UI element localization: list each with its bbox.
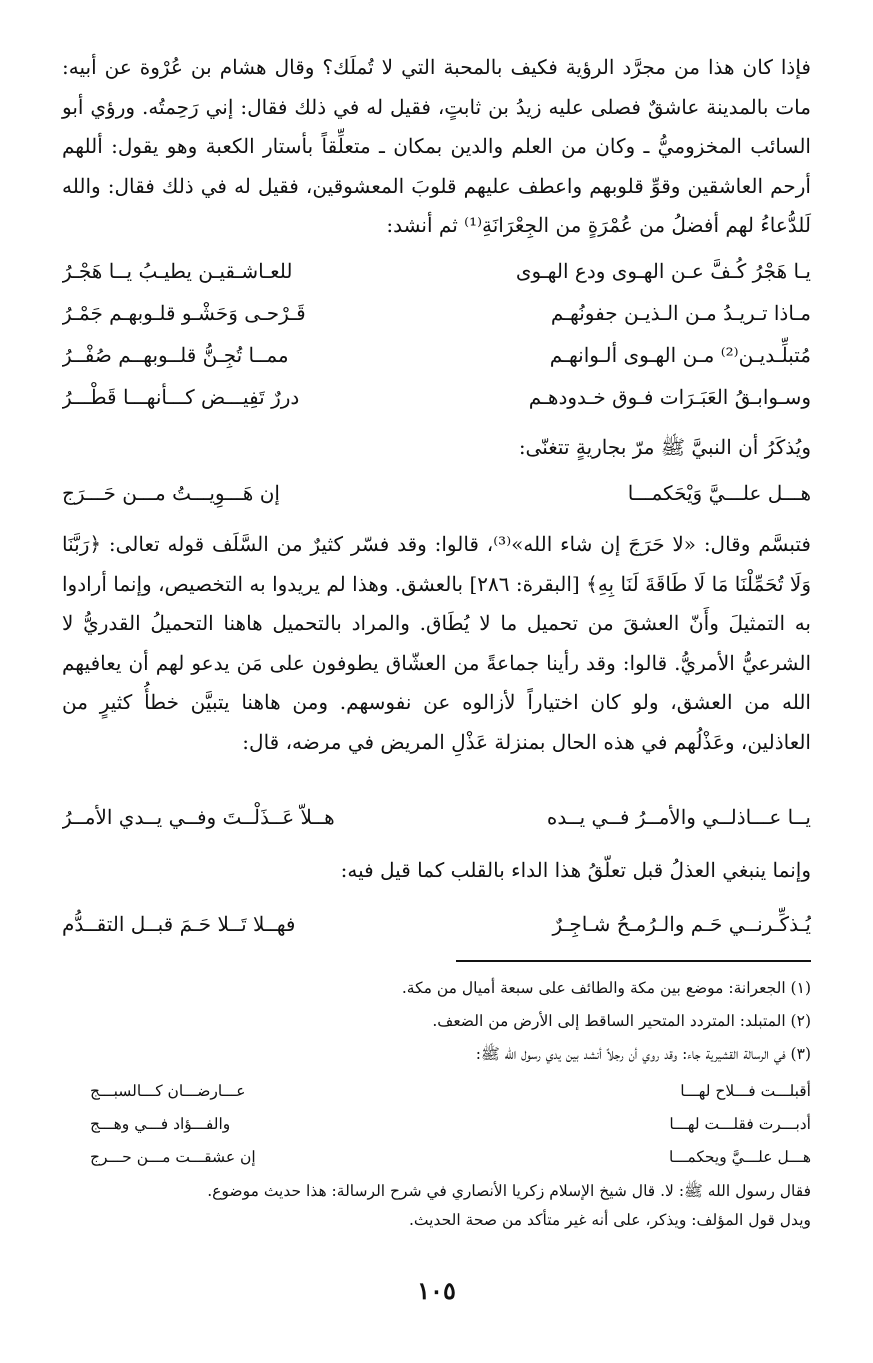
verse-second-hemistich: إن هَـــوِيـــتُ مـــن حَـــرَج [62, 481, 280, 505]
poem-block-2 [62, 472, 811, 514]
footnote-2: (٢) المتبلد: المتردد المتحير الساقط إلى الأرض من الضعف. [432, 1012, 811, 1030]
verse-line [62, 903, 811, 945]
verse-second-hemistich: عـــارضـــان كـــالسبـــج [90, 1082, 246, 1100]
verse-first-hemistich: يُـذكِّـرنــي حَـم والـرُمـحُ شـاجِـرٌ [552, 912, 811, 936]
verse-second-hemistich: هــلاّ عَــذَلْــتَ وفــي يــدي الأمــرُ [62, 805, 335, 829]
paragraph-3: فتبسَّم وقال: «لا حَرَجَ إن شاء الله»⁽³⁾، قالوا: وقد فسّر كثيرٌ من السَّلَف قوله تعالى: ﴿رَبَّنَا وَلَا تُحَمِّلْنَا مَا لَا طَاقَةَ لَنَا بِهِ﴾ [البقرة: ٢٨٦] بالعشق. وهذا لم يريدوا به التخصيص، وإنما أرادوا به التمثيلَ وأَنّ العشقَ من تحميل ما لا يُطَاق. والمراد بالتحميل هاهنا التحميلُ القدريُّ لا الشرعيُّ الأمريُّ. قالوا: وقد رأينا جماعةً من العشّاق يطوفون على مَن يدعو لهم أن يعافيهم الله من العشق، ولو كان اختياراً لأزالوه عن نفوسهم. ومن هاهنا يتبيَّن خطأُ كثيرٍ من العاذلين، وعَذْلُهم في هذه الحال بمنزلة عَذْلِ المريض في مرضه، قال: [62, 532, 811, 754]
poem-block-1 [62, 250, 811, 418]
verse-second-hemistich: دررٌ تَفِيـــض كـــأنهـــا قَطْـــرُ [62, 385, 300, 409]
page-number: ١٠٥ [417, 1276, 456, 1305]
verse-first-hemistich: مـاذا تـريـدُ مـن الـذيـن جفونُهـم [550, 301, 811, 325]
verse-line [62, 334, 811, 376]
footnote-3-continued: فقال رسول الله ﷺ: لا. قال شيخ الإسلام زكريا الأنصاري في شرح الرسالة: هذا حديث موضوع. [207, 1182, 811, 1200]
footnote-3-remark: ويدل قول المؤلف: ويذكر، على أنه غير متأكد من صحة الحديث. [409, 1211, 811, 1229]
paragraph-4: وإنما ينبغي العذلُ قبل تعلّقُ هذا الداء بالقلب كما قيل فيه: [340, 858, 811, 882]
footnote-verse-line [90, 1141, 811, 1174]
verse-line [62, 376, 811, 418]
verse-second-hemistich: إن عشقـــت مـــن حـــرج [90, 1148, 256, 1166]
verse-second-hemistich: ممــا تُجِـنُّ قلــوبهــم صُفْــرُ [62, 343, 289, 367]
verse-line [62, 292, 811, 334]
verse-first-hemistich: يــا عـــاذلــي والأمــرُ فــي يــده [546, 805, 811, 829]
verse-first-hemistich: هـــل علـــيَّ ويحكمـــا [669, 1148, 811, 1166]
verse-first-hemistich: أقبلـــت فـــلاح لهـــا [680, 1082, 811, 1100]
footnote-3: (٣) في الرسالة القشيرية جاء: وقد روي أن رجلاً أنشد بين يدي رسول الله ﷺ: [475, 1045, 811, 1063]
paragraph-2: ويُذكَرُ أن النبيَّ ﷺ مرّ بجاريةٍ تتغنّى: [518, 435, 811, 459]
verse-first-hemistich: أدبـــرت فقلـــت لهـــا [669, 1115, 811, 1133]
verse-first-hemistich: هـــل علـــيَّ وَيْحَكمـــا [627, 481, 811, 505]
verse-second-hemistich: والفـــؤاد فـــي وهـــج [90, 1115, 231, 1133]
paragraph-1: فإذا كان هذا من مجرَّد الرؤية فكيف بالمحبة التي لا تُملَك؟ وقال هشام بن عُرْوة عن أبيه: مات بالمدينة عاشقٌ فصلى عليه زيدُ بن ثابتٍ، فقيل له في ذلك فقال: إني رَحِمتُه. ورؤي أبو السائب المخزوميُّ ـ وكان من العلم والدين بمكان ـ متعلِّقاً بأستار الكعبة وهو يقول: أللهم أرحم العاشقين وقوِّ قلوبهم واعطف عليهم قلوبَ المعشوقين، فقيل له في ذلك فقال: والله لَلدُّعاءُ لهم أفضلُ من عُمْرَةٍ من الجِعْرَانَةِ⁽¹⁾ ثم أنشد: [62, 55, 811, 237]
verse-second-hemistich: للعـاشـقيـن يطيـبُ يــا هَجْـرُ [62, 259, 293, 283]
verse-line [62, 472, 811, 514]
verse-line [62, 796, 811, 838]
verse-second-hemistich: قَـرْحـى وَحَشْـو قلـوبهـم جَمْـرُ [62, 301, 306, 325]
poem-block-4 [62, 903, 811, 945]
footnote-1: (١) الجعرانة: موضع بين مكة والطائف على سبعة أميال من مكة. [401, 979, 811, 997]
footnote-verse-line [90, 1075, 811, 1108]
footnote-poem [90, 1075, 811, 1174]
footnote-divider [456, 960, 811, 962]
verse-first-hemistich: يـا هَجْرُ كُـفَّ عـن الهـوى ودع الهـوى [515, 259, 811, 283]
footnote-verse-line [90, 1108, 811, 1141]
verse-first-hemistich: وسـوابـقُ العَبَـرَات فـوق خـدودهـم [528, 385, 811, 409]
verse-line [62, 250, 811, 292]
verse-first-hemistich: مُتبلِّـديـن⁽²⁾ مـن الهـوى ألـوانهـم [549, 343, 811, 367]
poem-block-3 [62, 796, 811, 838]
verse-second-hemistich: فهــلا تَــلا حَـمَ قبــل التقــدُّم [62, 912, 296, 936]
